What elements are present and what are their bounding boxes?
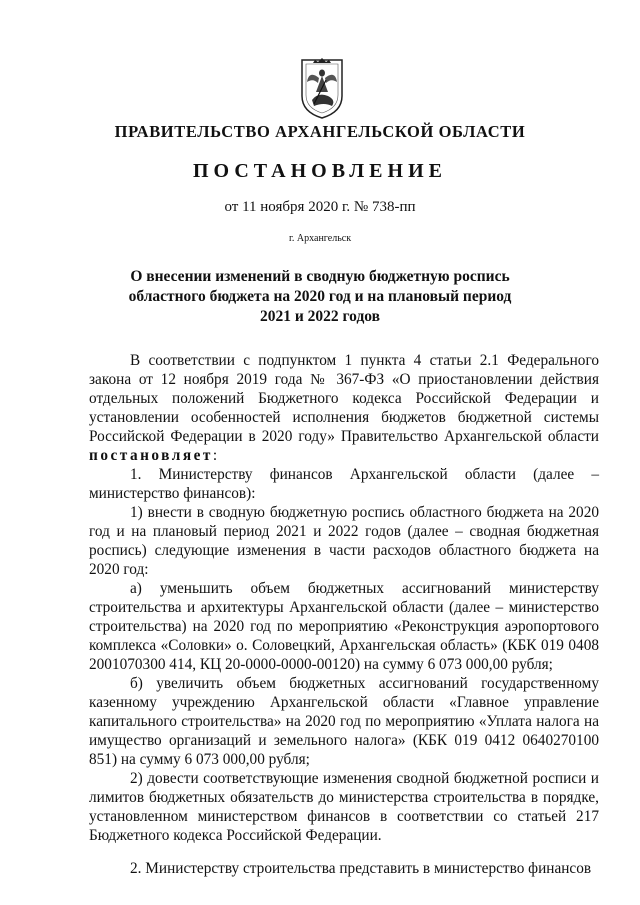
paragraph-subitem-2: 2) довести соответствующие изменения сводной бюджетной росписи и лимитов бюджетных обязательств до министерства строительства в порядке, установленном министерством финансов в соответствии со статьей 217 Бюджетного кодекса Российской Федерации. [89,770,599,844]
preamble-text: В соответствии с подпунктом 1 пункта 4 статьи 2.1 Федерального закона от 12 ноября 2019 года № 367-ФЗ «О приостановлении действия отдельных положений Бюджетного кодекса Российской Федерации и установлении особенностей исполнения бюджетов бюджетной системы Российской Федерации в 2020 году» Правительство Архангельской области [89,352,599,445]
paragraph-subitem-b: б) увеличить объем бюджетных ассигнований государственному казенному учреждению Архангельской области «Главное управление капитального строительства» на 2020 год по мероприятию «Уплата налога на имущество организаций и земельного налога» (КБК 019 0412 0640270100 851) на сумму 6 073 000,00 рубля; [89,675,599,768]
paragraph-preamble [89,351,599,465]
decree-word: постановляет [89,447,213,464]
paragraph-item-2: 2. Министерству строительства представить в министерство финансов [130,860,592,877]
government-name: ПРАВИТЕЛЬСТВО АРХАНГЕЛЬСКОЙ ОБЛАСТИ [114,122,526,141]
paragraph-item-1: 1. Министерству финансов Архангельской области (далее – министерство финансов): [89,466,599,502]
decree-colon: : [212,447,218,464]
city-name: г. Архангельск [288,233,352,244]
paragraph-subitem-a: а) уменьшить объем бюджетных ассигнований министерству строительства и архитектуры Архангельской области (далее – министерство строительства) на 2020 год по мероприятию «Реконструкция аэропортового комплекса «Соловки» о. Соловецкий, Архангельская область» (КБК 019 0408 2001070300 414, КЦ 20-0000-0000-00120) на сумму 6 073 000,00 рубля; [89,580,599,673]
document-type: ПОСТАНОВЛЕНИЕ [193,160,447,182]
date-and-number: от 11 ноября 2020 г. № 738-пп [224,199,416,215]
document-title: О внесении изменений в сводную бюджетную роспись областного бюджета на 2020 год и на плановый период 2021 и 2022 годов [128,268,512,325]
document-body [89,351,599,878]
paragraph-subitem-1: 1) внести в сводную бюджетную роспись областного бюджета на 2020 год и на плановый период 2021 и 2022 годов (далее – сводная бюджетная роспись) следующие изменения в части расходов областного бюджета на 2020 год: [89,504,599,578]
coat-of-arms-emblem [296,56,348,120]
